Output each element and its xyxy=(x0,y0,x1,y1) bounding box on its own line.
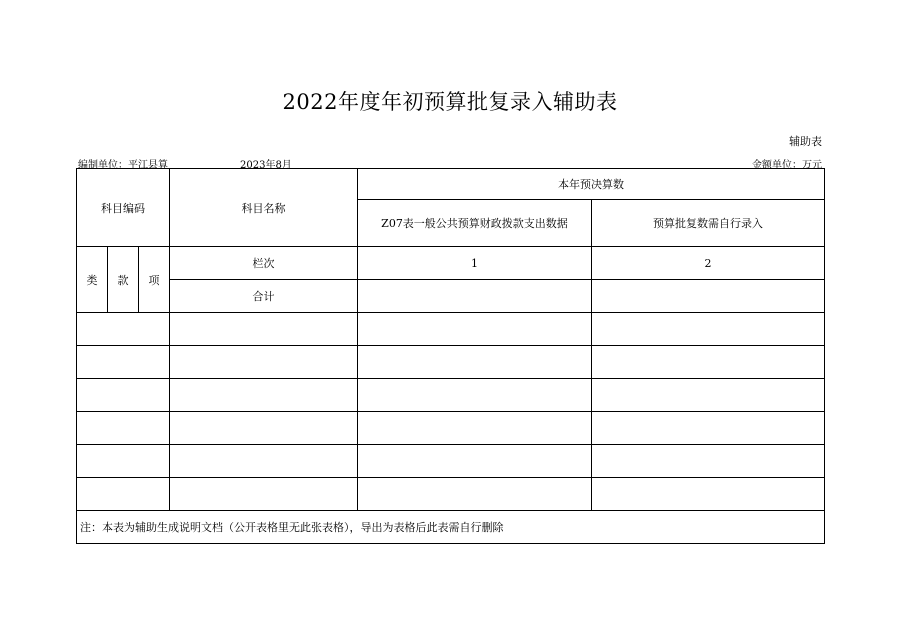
total-col2-cell xyxy=(592,280,825,313)
code-cell xyxy=(77,412,170,445)
total-label: 合计 xyxy=(170,280,358,313)
name-cell xyxy=(170,313,358,346)
table-row xyxy=(77,445,825,478)
report-date: 2023年8月 xyxy=(240,160,292,171)
col1-cell xyxy=(358,478,592,511)
table-row xyxy=(77,478,825,511)
name-cell xyxy=(170,412,358,445)
col2-cell xyxy=(592,445,825,478)
name-cell xyxy=(170,445,358,478)
approved-budget-header: 预算批复数需自行录入 xyxy=(592,200,825,247)
subject-name-header: 科目名称 xyxy=(170,169,358,247)
xiang-header: 项 xyxy=(139,247,170,313)
aux-table-label: 辅助表 xyxy=(789,135,822,148)
name-cell xyxy=(170,346,358,379)
amount-unit: 金额单位：万元 xyxy=(752,160,822,171)
col2-cell xyxy=(592,313,825,346)
compiler-unit: 编制单位：平江县算 xyxy=(78,160,168,171)
col2-cell xyxy=(592,412,825,445)
code-cell xyxy=(77,478,170,511)
name-cell xyxy=(170,379,358,412)
z07-data-header: Z07表一般公共预算财政拨款支出数据 xyxy=(358,200,592,247)
col1-cell xyxy=(358,445,592,478)
total-col1-cell xyxy=(358,280,592,313)
budget-group-header: 本年预决算数 xyxy=(358,169,825,200)
table-row xyxy=(77,412,825,445)
column-index-label: 栏次 xyxy=(170,247,358,280)
col1-cell xyxy=(358,379,592,412)
col1-cell xyxy=(358,346,592,379)
kuan-header: 款 xyxy=(108,247,139,313)
code-cell xyxy=(77,379,170,412)
lei-header: 类 xyxy=(77,247,108,313)
subject-code-header: 科目编码 xyxy=(77,169,170,247)
code-cell xyxy=(77,313,170,346)
footnote: 注：本表为辅助生成说明文档（公开表格里无此张表格），导出为表格后此表需自行删除 xyxy=(77,511,825,544)
code-cell xyxy=(77,346,170,379)
col2-cell xyxy=(592,379,825,412)
col2-cell xyxy=(592,478,825,511)
col1-cell xyxy=(358,313,592,346)
table-row xyxy=(77,379,825,412)
code-cell xyxy=(77,445,170,478)
col1-cell xyxy=(358,412,592,445)
col2-cell xyxy=(592,346,825,379)
column-index-1: 1 xyxy=(358,247,592,280)
page-title: 2022年度年初预算批复录入辅助表 xyxy=(282,90,618,114)
table-row xyxy=(77,346,825,379)
column-index-2: 2 xyxy=(592,247,825,280)
name-cell xyxy=(170,478,358,511)
table-row xyxy=(77,313,825,346)
budget-table xyxy=(76,168,825,544)
